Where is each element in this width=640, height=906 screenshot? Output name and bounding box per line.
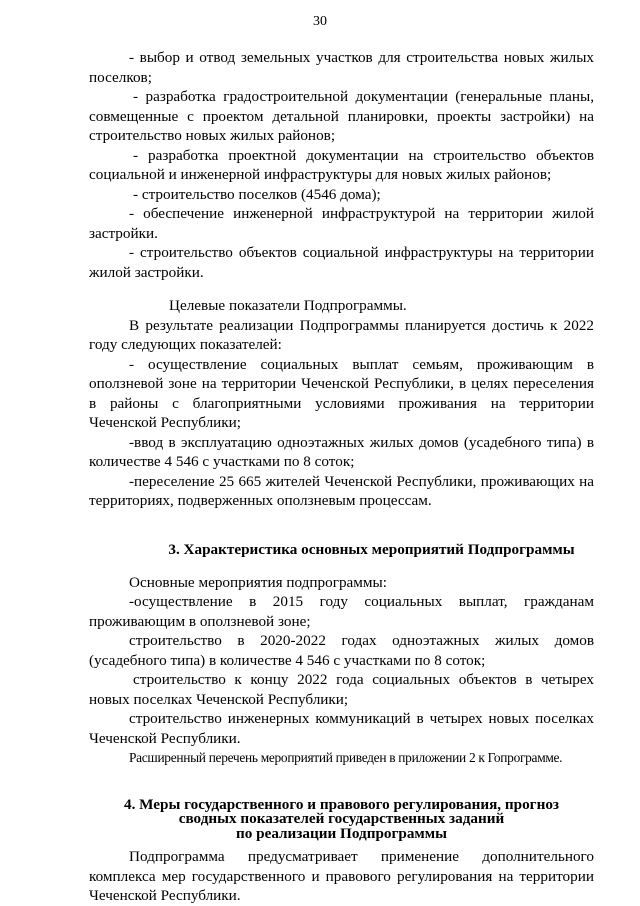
- list-item: - разработка проектной документации на строительство объектов социальной и инженерной инфраструктуры для новых жилых районов;: [89, 146, 594, 183]
- activity-item: -осуществление в 2015 году социальных выплат, гражданам проживающим в оползневой зоне;: [89, 593, 594, 630]
- page-number: 30: [313, 14, 327, 29]
- section-4-title-line-1: 4. Меры государственного и правового регулирования, прогноз: [123, 795, 560, 813]
- list-item: - строительство поселков (4546 дома);: [133, 185, 381, 203]
- document-body: [89, 48, 594, 906]
- target-item: - осуществление социальных выплат семьям, проживающим в оползневой зоне на территории Чеченской Республики, в целях переселения в районы с благоприятными условиями проживания на территории Чеченской Республики;: [89, 355, 594, 431]
- activity-item: строительство инженерных коммуникаций в четырех новых поселках Чеченской Республики.: [89, 710, 594, 747]
- list-item: - обеспечение инженерной инфраструктурой на территории жилой застройки.: [89, 205, 594, 242]
- list-item: - разработка градостроительной документации (генеральные планы, совмещенные с проектом детальной планировки, проекты застройки) на строительство новых жилых районов;: [89, 88, 594, 144]
- target-item: -ввод в эксплуатацию одноэтажных жилых домов (усадебного типа) в количестве 4 546 с участками по 8 соток;: [89, 433, 594, 470]
- list-item: - строительство объектов социальной инфраструктуры на территории жилой застройки.: [89, 244, 594, 281]
- targets-intro: В результате реализации Подпрограммы планируется достичь к 2022 году следующих показателей:: [89, 316, 594, 353]
- activity-item: строительство к концу 2022 года социальных объектов в четырех новых поселках Чеченской Республики;: [89, 671, 594, 708]
- appendix-note: Расширенный перечень мероприятий приведен в приложении 2 к Гопрограмме.: [129, 750, 563, 765]
- section-4-title-line-2: сводных показателей государственных заданий: [178, 810, 505, 827]
- targets-heading: Целевые показатели Подпрограммы.: [169, 297, 407, 314]
- section-4-text: Подпрограмма предусматривает применение дополнительного комплекса мер государственного и правового регулирования на территории Чеченской Республики.: [89, 848, 594, 904]
- list-item: - выбор и отвод земельных участков для строительства новых жилых поселков;: [89, 49, 594, 86]
- target-item: -переселение 25 665 жителей Чеченской Республики, проживающих на территориях, подверженных оползневым процессам.: [89, 472, 594, 509]
- section-3-intro: Основные мероприятия подпрограммы:: [129, 573, 387, 591]
- activity-item: строительство в 2020-2022 годах одноэтажных жилых домов (усадебного типа) в количестве 4 546 с участками по 8 соток;: [89, 632, 594, 669]
- section-3-title: 3. Характеристика основных мероприятий Подпрограммы: [168, 540, 575, 558]
- section-4-title-line-3: по реализации Подпрограммы: [235, 824, 447, 842]
